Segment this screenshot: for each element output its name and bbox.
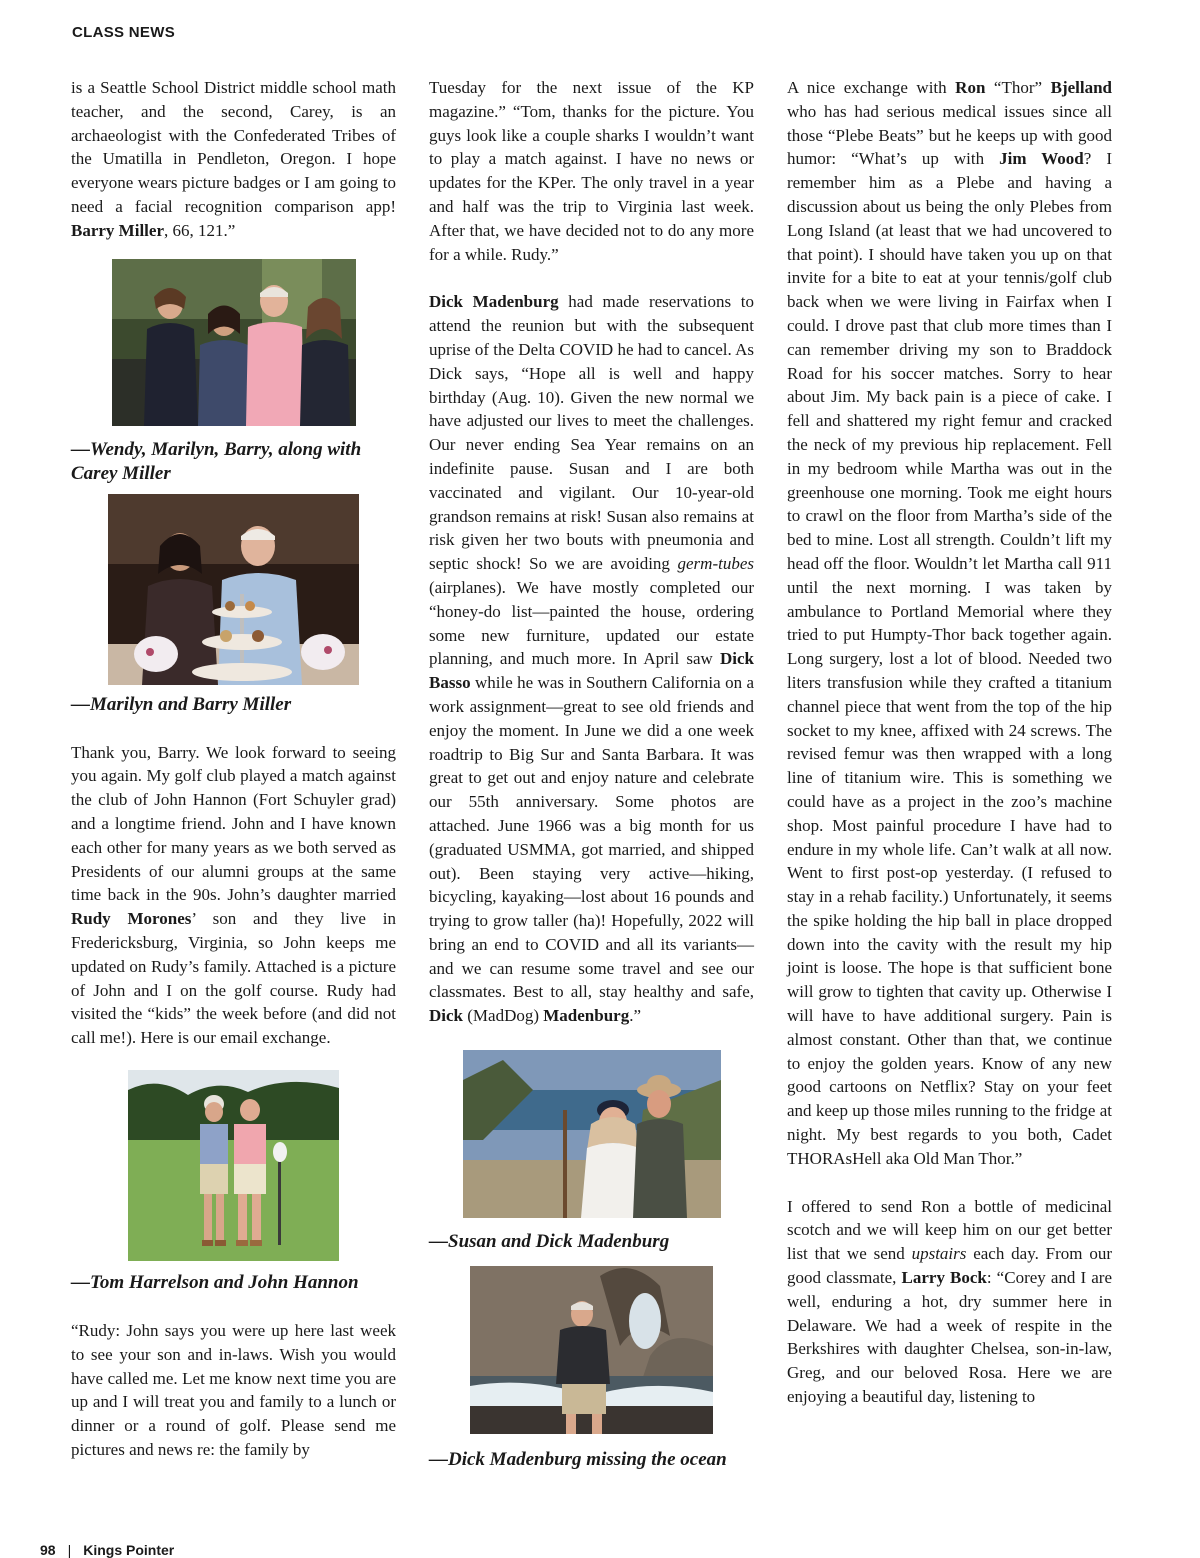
page-footer [40,1542,174,1558]
column-3 [787,76,1112,1409]
bold-name: Jim Wood [999,149,1084,169]
bold-name: Ron [955,78,986,97]
section-header: CLASS NEWS [72,24,176,41]
photo-miller-family [112,259,356,426]
publication-name: Kings Pointer [83,1542,175,1558]
paragraph: “Rudy: John says you were up here last week to see your son and in-laws. Wish you would have called me. Let me know next time you are up and I will treat you and family to a lunch or dinner or a round of golf. Please send me pictures and news re: the family by [71,1320,396,1459]
bold-name: Dick [429,1006,463,1026]
photo-caption: —Wendy, Marilyn, Barry, along with Carey Miller [71,438,362,484]
paragraph: A nice exchange with Ron “Thor” Bjelland who has had serious medical issues since all those “Plebe Beats” but he keeps up with good humor: “What’s up with Jim Wood? I remember him as a Plebe and having a discussion about us being the only Plebes from Long Island (at least that we had uncovered to that point). I should have taken you up on that invite for a bite to eat at your tennis/golf club back when we were living in Fairfax when I could. I drove past that club more times than I can remember driving my son to Braddock Road for his soccer matches. Sorry to hear about Jim. My back pain is a piece of cake. I fell and shattered my right femur and cracked the neck of my previous hip replacement. Fell in my bedroom while Martha was out in the greenhouse one morning. Took me eight hours to crawl on the floor from Martha’s side of the bed to mine. Lost all strength. Couldn’t lift my head off the floor. Wouldn’t let Martha call 911 until the next morning. I was taken by ambulance to Portland Memorial where they tried to put Humpty-Thor back together again. Long surgery, lost a lot of blood. Needed two liters transfusion while they crafted a titanium channel piece that went from the top of the hip socket to my knee, affixed with 24 screws. The revised femur was then wrapped with a long line of titanium wire. This is something we could have as a project in the zoo’s machine shop. Most painful procedure I have had to endure in my whole life. Can’t walk at all now. Went to first post-op yesterday. (I refused to stay in a rehab facility.) Unfortunately, it seems the spike holding the hip ball in place dropped down into the cavity with the result my hip joint is loose. The hope is that sufficient bone will grow to tighten that cavity up. Otherwise I will have to have additional surgery. Pain is almost constant. Other than that, we continue to enjoy the golden years. Know of any new good cartoons on Netflix? Stay on your feet and keep up those miles running to the fridge at night. My best regards to you both, Cadet THORAsHell aka Old Man Thor.” [787,78,1113,1168]
photo-caption: —Tom Harrelson and John Hannon [71,1271,359,1293]
footer-separator: | [67,1542,72,1558]
page-number: 98 [40,1542,56,1558]
bold-name: Madenburg [543,1006,630,1026]
paragraph: Dick Madenburg had made reservations to attend the reunion but with the subsequent uprise of the Delta COVID he had to cancel. As Dick says, “Hope all is well and happy birthday (Aug. 10). Given the new normal we have adjusted our lives to meet the challenges. Our never ending Sea Year remains on an indefinite pause. Susan and I are both vaccinated and vigilant. Our 10-year-old grandson remains at risk! Susan also remains at risk given her two bouts with pneumonia and septic shock! So we are avoiding germ-tubes (airplanes). We have mostly completed our “honey-do list—painted the house, ordering some new furniture, updated our estate planning, and much more. In April saw Dick Basso while he was in Southern California on a work assignment—great to see old friends and enjoy the moment. In June we did a one week roadtrip to Big Sur and Santa Barbara. It was great to get out and enjoy nature and celebrate our 55th anniversary. Some photos are attached. June 1966 was a big month for us (graduated USMMA, got married, and shipped out). Been staying very active—hiking, bicycling, kayaking—lost about 16 pounds and trying to grow taller (ha)! Hopefully, 2022 will bring an end to COVID and all its variants—and we can resume some travel and see our classmates. Best to all, stay healthy and safe, Dick (MadDog) Madenburg.” [429,292,754,1026]
paragraph: Thank you, Barry. We look forward to seeing you again. My golf club played a match against the club of John Hannon (Fort Schuyler grad) and a longtime friend. John and I have known each other for many years as we both served as Presidents of our alumni groups at the same time back in the 90s. John’s daughter married Rudy Morones’ son and they live in Fredericksburg, Virginia, so John keeps me updated on Rudy’s family. Attached is a picture of John and I on the golf course. Rudy had visited the “kids” the week before (and did not call me!). Here is our email exchange. [71,742,396,1048]
bold-name: Larry Bock [901,1268,987,1288]
bold-name: Dick Basso [429,649,754,693]
bold-name: Dick Madenburg [429,292,559,312]
column-1 [71,76,396,1462]
photo-caption: —Dick Madenburg missing the ocean [429,1449,727,1471]
photo-caption: —Susan and Dick Madenburg [429,1231,670,1253]
photo-susan-dick [463,1050,721,1218]
photo-dick-ocean [470,1266,713,1434]
column-2 [429,76,754,1472]
paragraph: Tuesday for the next issue of the KP magazine.” “Tom, thanks for the picture. You guys look like a couple sharks I wouldn’t want to play a match against. I have no news or updates for the KPer. The only travel in a year and half was the trip to Virginia last week. After that, we have decided not to do any more for a while. Rudy.” [429,78,754,264]
paragraph: I offered to send Ron a bottle of medicinal scotch and we will keep him on our get better list that we send upstairs each day. From our good classmate, Larry Bock: “Corey and I are well, enduring a hot, dry summer here in Delaware. We had a week of respite in the Berkshires with daughter Chelsea, son-in-law, Greg, and our beloved Rosa. Here we are enjoying a beautiful day, listening to [787,1196,1113,1407]
photo-caption: —Marilyn and Barry Miller [71,693,292,715]
paragraph: is a Seattle School District middle school math teacher, and the second, Carey, is an archaeologist with the Confederated Tribes of the Umatilla in Pendleton, Oregon. I hope everyone wears picture badges or I am going to need a facial recognition comparison app! Barry Miller, 66, 121.” [71,78,396,240]
photo-harrelson-hannon [128,1070,339,1261]
bold-name: Rudy Morones [71,909,192,929]
photo-marilyn-barry [108,494,359,685]
bold-name: Bjelland [1050,78,1113,97]
bold-name: Barry Miller [71,220,164,240]
